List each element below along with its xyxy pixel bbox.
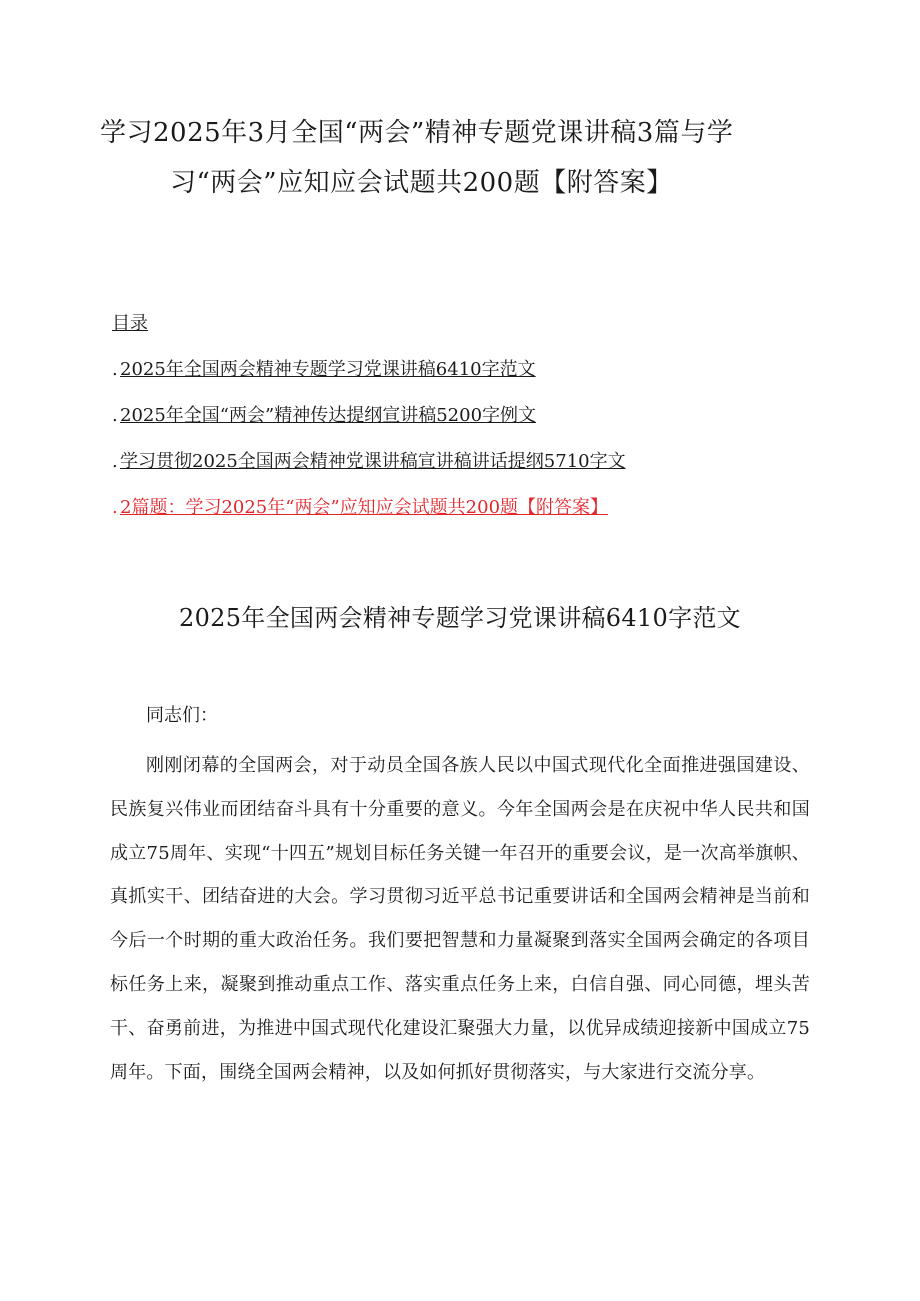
toc-heading[interactable]: 目录 — [112, 313, 148, 334]
toc-item-3 — [112, 448, 812, 476]
toc-link-4[interactable]: 2篇题：学习2025年“两会”应知应会试题共200题【附答案】 — [120, 497, 609, 518]
toc-item-4 — [112, 494, 812, 522]
toc-link-1[interactable]: 2025年全国两会精神专题学习党课讲稿6410字范文 — [120, 359, 536, 380]
toc-item-prefix: . — [112, 451, 118, 472]
toc-link-2[interactable]: 2025年全国“两会”精神传达提纲宣讲稿5200字例文 — [120, 405, 537, 426]
section-title: 2025年全国两会精神专题学习党课讲稿6410字范文 — [179, 604, 741, 632]
toc-item-prefix: . — [112, 405, 118, 426]
toc-link-3[interactable]: 学习贯彻2025全国两会精神党课讲稿宣讲稿讲话提纲5710字文 — [120, 451, 626, 472]
body-paragraph: 刚刚闭幕的全国两会，对于动员全国各族人民以中国式现代化全面推进强国建设、民族复兴伟业而团结奋斗具有十分重要的意义。今年全国两会是在庆祝中华人民共和国成立75周年、实现“十四五”规划目标任务关键一年召开的重要会议，是一次高举旗帜、真抓实干、团结奋进的大会。学习贯彻习近平总书记重要讲话和全国两会精神是当前和今后一个时期的重大政治任务。我们要把智慧和力量凝聚到落实全国两会确定的各项目标任务上来，凝聚到推动重点工作、落实重点任务上来，白信自强、同心同德，埋头苦干、奋勇前进，为推进中国式现代化建设汇聚强大力量，以优异成绩迎接新中国成立75周年。下面，围绕全国两会精神，以及如何抓好贯彻落实，与大家进行交流分享。 — [110, 755, 810, 1083]
document-title — [100, 108, 820, 208]
table-of-contents — [112, 310, 812, 540]
toc-item-prefix: . — [112, 497, 118, 518]
toc-item-2 — [112, 402, 812, 430]
document-title-line-2: 习“两会”应知应会试题共200题【附答案】 — [170, 168, 673, 198]
toc-item-prefix: . — [112, 359, 118, 380]
toc-item-1 — [112, 356, 812, 384]
document-title-line-1: 学习2025年3月全国“两会”精神专题党课讲稿3篇与学 — [100, 118, 734, 148]
section-body — [110, 702, 810, 1094]
greeting: 同志们： — [146, 705, 218, 726]
